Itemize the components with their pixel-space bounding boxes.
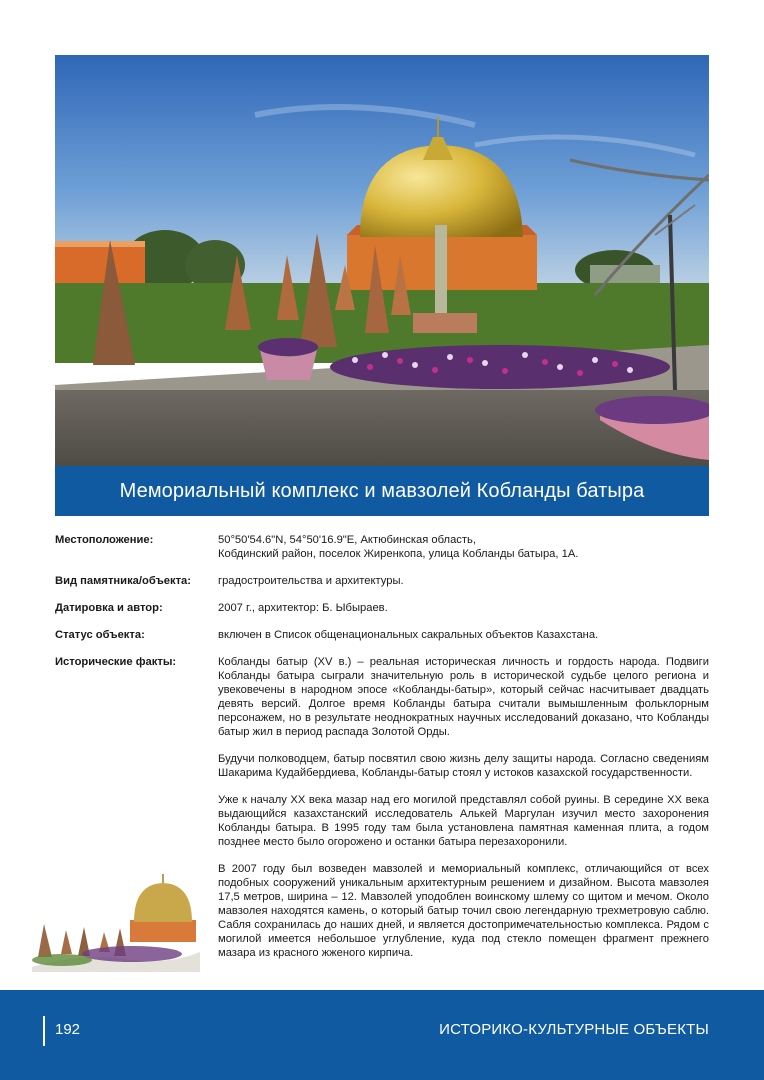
- field-label: Статус объекта:: [55, 629, 145, 641]
- field-label: Датировка и автор:: [55, 602, 163, 614]
- location-line: 50°50'54.6"N, 54°50'16.9"E, Актюбинская область,: [218, 534, 476, 546]
- field-dating-author: [55, 601, 709, 615]
- field-label: Вид памятника/объекта:: [55, 575, 191, 587]
- title-banner: [55, 466, 709, 516]
- field-value: [218, 655, 709, 960]
- field-value: [218, 533, 709, 561]
- field-object-type: [55, 574, 709, 588]
- history-paragraph: Кобланды батыр (XV в.) – реальная историческая личность и гордость народа. Подвиги Кобланды батыра сыграли значительную роль в исторической судьбе целого региона и увековечены в народном эпосе «Кобланды-батыр», который сейчас насчитывает двадцать девять версий. Долгое время Кобланды батыра считали вымышленным фольклорным персонажем, но в результате неоднократных научных исследований доказано, что Кобланды батыр жил в период распада Золотой Орды.: [218, 656, 709, 738]
- field-label: Местоположение:: [55, 534, 154, 546]
- field-value: градостроительства и архитектуры.: [218, 575, 404, 587]
- footer-divider: [43, 1016, 45, 1046]
- history-paragraph: Уже к началу XX века мазар над его могилой представлял собой руины. В середине XX века выдающийся казахстанский исследователь Алькей Маргулан изучил место захоронения Кобланды батыра. В 1995 году там была установлена памятная каменная плита, а годом позднее место было огорожено и останки батыра перезахоронили.: [218, 794, 709, 848]
- field-value: 2007 г., архитектор: Б. Ыбыраев.: [218, 602, 388, 614]
- history-paragraph: В 2007 году был возведен мавзолей и мемориальный комплекс, отличающийся от всех подобных сооружений уникальным архитектурным решением и дизайном. Высота мавзолея 17,5 метров, ширина – 12. Мавзолей уподоблен воинскому шлему со щитом и мечом. Около мавзолея находятся камень, о который батыр точил свою легендарную трехметровую саблю. Сабля сохранилась до наших дней, и является достопримечательностью комплекса. Рядом с могилой имеется небольшое углубление, куда под стекло помещен фрагмент прежнего мазара из красного жженого кирпича.: [218, 863, 709, 959]
- section-title: ИСТОРИКО-КУЛЬТУРНЫЕ ОБЪЕКТЫ: [439, 1021, 709, 1038]
- field-value: включен в Список общенациональных сакральных объектов Казахстана.: [218, 629, 599, 641]
- page-title: Мемориальный комплекс и мавзолей Кобланды батыра: [119, 479, 645, 502]
- location-line: Кобдинский район, поселок Жиренкопа, улица Кобланды батыра, 1А.: [218, 548, 579, 560]
- memorial-photo: [55, 55, 709, 467]
- field-status: [55, 628, 709, 642]
- history-paragraph: Будучи полководцем, батыр посвятил свою жизнь делу защиты народа. Согласно сведениям Шакарима Кудайбердиева, Кобланды-батыр стоял у истоков казахской государственности.: [218, 753, 709, 779]
- page-footer: [0, 990, 764, 1080]
- field-location: [55, 533, 709, 561]
- page-number: 192: [55, 1021, 81, 1038]
- mausoleum-illustration: [22, 872, 202, 972]
- field-label: Исторические факты:: [55, 656, 177, 668]
